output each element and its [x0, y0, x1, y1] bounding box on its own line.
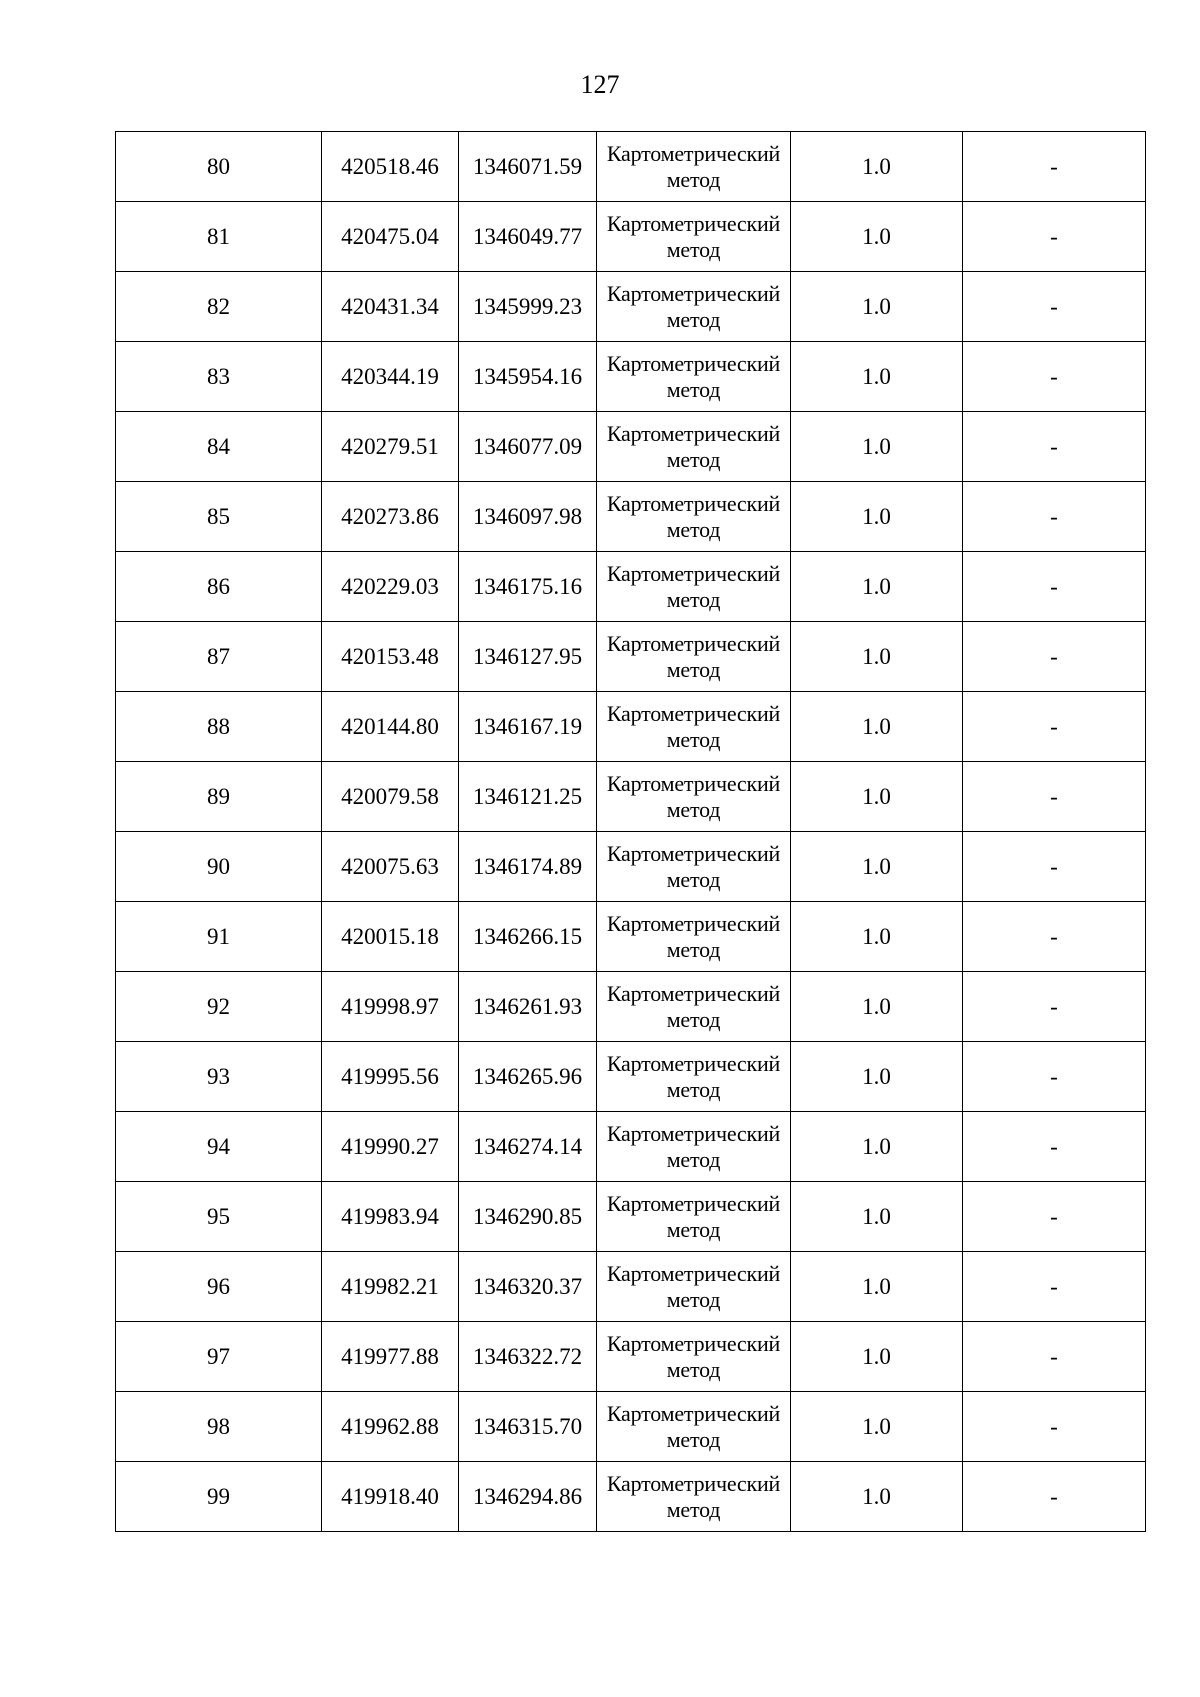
table-row: [116, 1042, 1146, 1112]
table-row: [116, 622, 1146, 692]
method-cell: [597, 1042, 791, 1112]
method-text-line-2: метод: [666, 656, 721, 682]
method-cell: [597, 1182, 791, 1252]
y-coordinate-cell: 1346071.59: [459, 132, 597, 202]
note-cell: -: [963, 552, 1146, 622]
table-row: [116, 972, 1146, 1042]
accuracy-cell: 1.0: [791, 1182, 963, 1252]
accuracy-cell: 1.0: [791, 482, 963, 552]
accuracy-cell: 1.0: [791, 1462, 963, 1532]
table-row: [116, 412, 1146, 482]
method-text-line-2: метод: [666, 866, 721, 892]
method-text-line-2: метод: [666, 166, 721, 192]
accuracy-cell: 1.0: [791, 622, 963, 692]
table-row: [116, 342, 1146, 412]
method-text-line-2: метод: [666, 1356, 721, 1382]
method-text-line-2: метод: [666, 796, 721, 822]
point-number-cell: 87: [116, 622, 322, 692]
note-cell: -: [963, 482, 1146, 552]
note-cell: -: [963, 202, 1146, 272]
x-coordinate-cell: 420431.34: [322, 272, 459, 342]
accuracy-cell: 1.0: [791, 1112, 963, 1182]
x-coordinate-cell: 420518.46: [322, 132, 459, 202]
note-cell: -: [963, 972, 1146, 1042]
x-coordinate-cell: 420015.18: [322, 902, 459, 972]
x-coordinate-cell: 419990.27: [322, 1112, 459, 1182]
method-text-line-2: метод: [666, 1496, 721, 1522]
point-number-cell: 92: [116, 972, 322, 1042]
coordinates-table-body: [116, 132, 1146, 1532]
method-cell: [597, 622, 791, 692]
x-coordinate-cell: 420075.63: [322, 832, 459, 902]
point-number-cell: 96: [116, 1252, 322, 1322]
y-coordinate-cell: 1346174.89: [459, 832, 597, 902]
method-text-line-2: метод: [666, 516, 721, 542]
method-text-line-2: метод: [666, 1006, 721, 1032]
accuracy-cell: 1.0: [791, 692, 963, 762]
note-cell: -: [963, 1182, 1146, 1252]
point-number-cell: 93: [116, 1042, 322, 1112]
note-cell: -: [963, 1462, 1146, 1532]
page-number: 127: [580, 70, 620, 99]
point-number-cell: 94: [116, 1112, 322, 1182]
note-cell: -: [963, 1112, 1146, 1182]
x-coordinate-cell: 420475.04: [322, 202, 459, 272]
method-text-line-1: Картометрический: [606, 700, 781, 726]
method-text-line-2: метод: [666, 1216, 721, 1242]
accuracy-cell: 1.0: [791, 902, 963, 972]
method-cell: [597, 132, 791, 202]
coordinates-table: [115, 131, 1146, 1532]
point-number-cell: 81: [116, 202, 322, 272]
method-cell: [597, 1392, 791, 1462]
note-cell: -: [963, 692, 1146, 762]
point-number-cell: 90: [116, 832, 322, 902]
method-cell: [597, 202, 791, 272]
method-text-line-1: Картометрический: [606, 980, 781, 1006]
x-coordinate-cell: 420344.19: [322, 342, 459, 412]
method-text-line-2: метод: [666, 446, 721, 472]
table-row: [116, 832, 1146, 902]
note-cell: -: [963, 1042, 1146, 1112]
x-coordinate-cell: 419962.88: [322, 1392, 459, 1462]
y-coordinate-cell: 1346322.72: [459, 1322, 597, 1392]
accuracy-cell: 1.0: [791, 1042, 963, 1112]
table-row: [116, 1252, 1146, 1322]
y-coordinate-cell: 1345954.16: [459, 342, 597, 412]
method-text-line-1: Картометрический: [606, 1120, 781, 1146]
point-number-cell: 88: [116, 692, 322, 762]
method-cell: [597, 1252, 791, 1322]
y-coordinate-cell: 1346127.95: [459, 622, 597, 692]
y-coordinate-cell: 1346315.70: [459, 1392, 597, 1462]
y-coordinate-cell: 1346077.09: [459, 412, 597, 482]
note-cell: -: [963, 832, 1146, 902]
method-text-line-2: метод: [666, 586, 721, 612]
x-coordinate-cell: 420153.48: [322, 622, 459, 692]
method-text-line-1: Картометрический: [606, 210, 781, 236]
table-row: [116, 902, 1146, 972]
table-row: [116, 132, 1146, 202]
y-coordinate-cell: 1346049.77: [459, 202, 597, 272]
accuracy-cell: 1.0: [791, 972, 963, 1042]
method-cell: [597, 972, 791, 1042]
table-row: [116, 482, 1146, 552]
note-cell: -: [963, 1252, 1146, 1322]
point-number-cell: 89: [116, 762, 322, 832]
y-coordinate-cell: 1346175.16: [459, 552, 597, 622]
note-cell: -: [963, 1392, 1146, 1462]
accuracy-cell: 1.0: [791, 342, 963, 412]
note-cell: -: [963, 412, 1146, 482]
method-cell: [597, 832, 791, 902]
method-cell: [597, 342, 791, 412]
method-text-line-1: Картометрический: [606, 560, 781, 586]
method-text-line-1: Картометрический: [606, 420, 781, 446]
method-text-line-2: метод: [666, 1146, 721, 1172]
method-cell: [597, 1112, 791, 1182]
method-cell: [597, 1322, 791, 1392]
method-text-line-1: Картометрический: [606, 630, 781, 656]
method-text-line-2: метод: [666, 236, 721, 262]
table-row: [116, 1322, 1146, 1392]
method-text-line-1: Картометрический: [606, 350, 781, 376]
accuracy-cell: 1.0: [791, 1252, 963, 1322]
method-text-line-1: Картометрический: [606, 280, 781, 306]
table-row: [116, 1182, 1146, 1252]
x-coordinate-cell: 419982.21: [322, 1252, 459, 1322]
method-cell: [597, 902, 791, 972]
point-number-cell: 83: [116, 342, 322, 412]
x-coordinate-cell: 420229.03: [322, 552, 459, 622]
y-coordinate-cell: 1346294.86: [459, 1462, 597, 1532]
method-text-line-1: Картометрический: [606, 840, 781, 866]
note-cell: -: [963, 272, 1146, 342]
method-cell: [597, 412, 791, 482]
y-coordinate-cell: 1346265.96: [459, 1042, 597, 1112]
y-coordinate-cell: 1345999.23: [459, 272, 597, 342]
x-coordinate-cell: 419977.88: [322, 1322, 459, 1392]
method-cell: [597, 482, 791, 552]
accuracy-cell: 1.0: [791, 762, 963, 832]
accuracy-cell: 1.0: [791, 1392, 963, 1462]
accuracy-cell: 1.0: [791, 552, 963, 622]
method-text-line-2: метод: [666, 376, 721, 402]
method-cell: [597, 1462, 791, 1532]
method-cell: [597, 692, 791, 762]
y-coordinate-cell: 1346320.37: [459, 1252, 597, 1322]
table-row: [116, 552, 1146, 622]
accuracy-cell: 1.0: [791, 272, 963, 342]
accuracy-cell: 1.0: [791, 132, 963, 202]
method-text-line-1: Картометрический: [606, 770, 781, 796]
point-number-cell: 84: [116, 412, 322, 482]
accuracy-cell: 1.0: [791, 832, 963, 902]
note-cell: -: [963, 902, 1146, 972]
note-cell: -: [963, 762, 1146, 832]
method-text-line-1: Картометрический: [606, 1260, 781, 1286]
y-coordinate-cell: 1346097.98: [459, 482, 597, 552]
y-coordinate-cell: 1346266.15: [459, 902, 597, 972]
x-coordinate-cell: 419995.56: [322, 1042, 459, 1112]
table-row: [116, 1462, 1146, 1532]
point-number-cell: 97: [116, 1322, 322, 1392]
point-number-cell: 82: [116, 272, 322, 342]
method-text-line-2: метод: [666, 936, 721, 962]
method-text-line-2: метод: [666, 726, 721, 752]
note-cell: -: [963, 1322, 1146, 1392]
x-coordinate-cell: 419983.94: [322, 1182, 459, 1252]
x-coordinate-cell: 420273.86: [322, 482, 459, 552]
accuracy-cell: 1.0: [791, 412, 963, 482]
y-coordinate-cell: 1346121.25: [459, 762, 597, 832]
point-number-cell: 80: [116, 132, 322, 202]
method-cell: [597, 762, 791, 832]
method-text-line-1: Картометрический: [606, 1050, 781, 1076]
point-number-cell: 85: [116, 482, 322, 552]
x-coordinate-cell: 420279.51: [322, 412, 459, 482]
method-text-line-1: Картометрический: [606, 1330, 781, 1356]
table-row: [116, 202, 1146, 272]
x-coordinate-cell: 419918.40: [322, 1462, 459, 1532]
table-row: [116, 762, 1146, 832]
method-cell: [597, 272, 791, 342]
method-text-line-1: Картометрический: [606, 1400, 781, 1426]
y-coordinate-cell: 1346167.19: [459, 692, 597, 762]
y-coordinate-cell: 1346274.14: [459, 1112, 597, 1182]
note-cell: -: [963, 132, 1146, 202]
point-number-cell: 86: [116, 552, 322, 622]
method-text-line-2: метод: [666, 1426, 721, 1452]
method-text-line-2: метод: [666, 1286, 721, 1312]
y-coordinate-cell: 1346290.85: [459, 1182, 597, 1252]
method-text-line-1: Картометрический: [606, 1190, 781, 1216]
y-coordinate-cell: 1346261.93: [459, 972, 597, 1042]
x-coordinate-cell: 420144.80: [322, 692, 459, 762]
accuracy-cell: 1.0: [791, 1322, 963, 1392]
method-text-line-1: Картометрический: [606, 1470, 781, 1496]
table-row: [116, 692, 1146, 762]
x-coordinate-cell: 419998.97: [322, 972, 459, 1042]
table-row: [116, 1112, 1146, 1182]
note-cell: -: [963, 622, 1146, 692]
accuracy-cell: 1.0: [791, 202, 963, 272]
method-text-line-2: метод: [666, 1076, 721, 1102]
table-row: [116, 1392, 1146, 1462]
method-text-line-1: Картометрический: [606, 140, 781, 166]
point-number-cell: 98: [116, 1392, 322, 1462]
method-text-line-1: Картометрический: [606, 910, 781, 936]
x-coordinate-cell: 420079.58: [322, 762, 459, 832]
point-number-cell: 91: [116, 902, 322, 972]
table-row: [116, 272, 1146, 342]
point-number-cell: 95: [116, 1182, 322, 1252]
point-number-cell: 99: [116, 1462, 322, 1532]
note-cell: -: [963, 342, 1146, 412]
method-text-line-2: метод: [666, 306, 721, 332]
method-text-line-1: Картометрический: [606, 490, 781, 516]
method-cell: [597, 552, 791, 622]
